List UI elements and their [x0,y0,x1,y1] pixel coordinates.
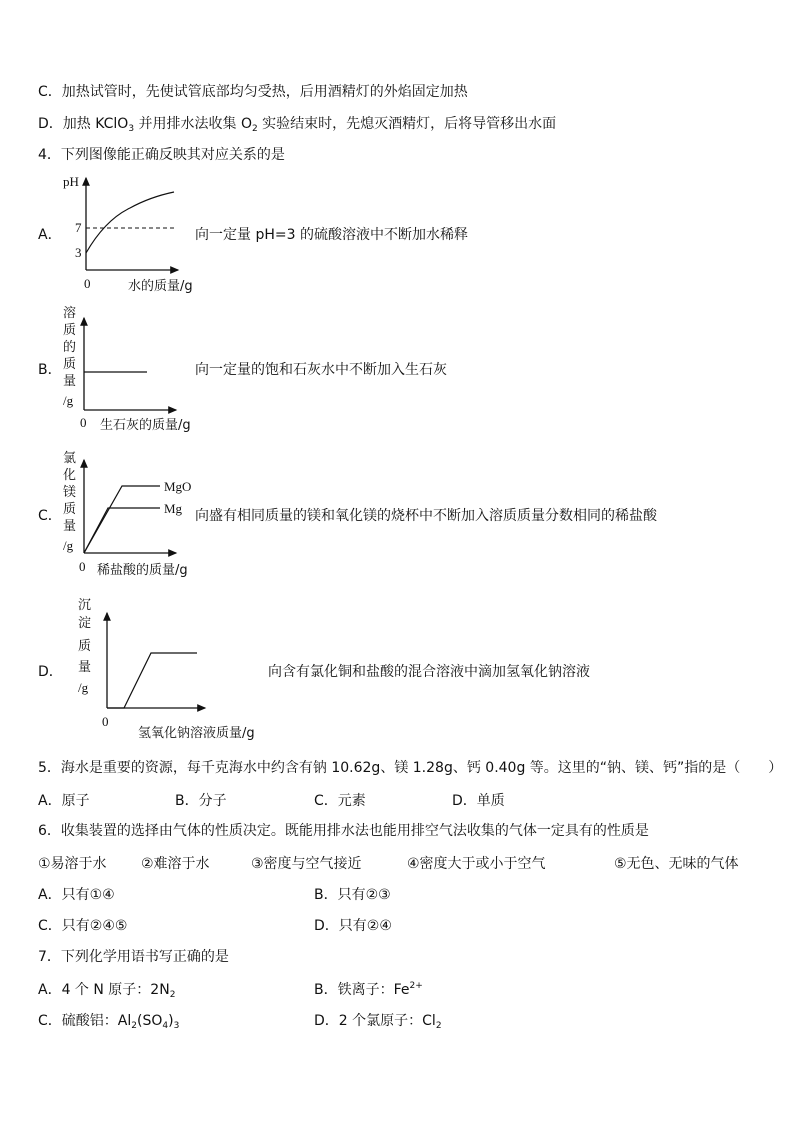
graph-b-xlabel: 生石灰的质量/g [100,418,191,433]
q4-option-a-label: A． [38,227,62,243]
graph-c-mgo-line [84,486,160,553]
graph-c-ylabel-2: 化 [63,468,77,483]
q7-option-c: C．硫酸铝：$Al_2(SO_4)_3$ [38,1013,180,1031]
graph-d-xlabel: 氢氧化钠溶液质量/g [138,726,255,741]
q4-option-b-desc: 向一定量的饱和石灰水中不断加入生石灰 [195,362,447,378]
graph-c-ylabel-1: 氯 [63,451,77,466]
q4-option-c-label: C． [38,508,62,524]
q3-option-c: C．加热试管时，先使试管底部均匀受热，后用酒精灯的外焰固定加热 [38,84,468,100]
graph-a-origin: 0 [84,276,91,291]
q7-option-b: B．铁离子：$Fe^{2+}$ [314,981,423,998]
q6-property-4: ④密度大于或小于空气 [407,856,546,872]
graph-c-origin: 0 [79,559,86,574]
q6-property-5: ⑤无色、无味的气体 [614,856,739,872]
graph-c [63,451,191,578]
graph-d-ylabel-3: 质 [78,639,92,654]
graph-b-ylabel-4: 质 [63,357,77,372]
q5-stem: 5．海水是重要的资源，每千克海水中约含有钠 10.62g、镁 1.28g、钙 0.40g 等。这里的“钠、镁、钙”指的是（ ） [38,760,783,776]
graph-d-origin: 0 [102,714,109,729]
graph-d-ylabel-1: 沉 [78,598,92,613]
graph-b-ylabel-1: 溶 [63,306,77,321]
graph-b [63,305,191,433]
q4-option-d-label: D． [38,664,63,680]
q5-option-b: B．分子 [175,793,227,809]
graph-d [78,598,255,741]
q6-property-3: ③密度与空气接近 [251,856,362,872]
graph-c-line-label-mg: Mg [164,501,183,516]
q4-option-b-label: B． [38,362,62,378]
q4-stem: 4．下列图像能正确反映其对应关系的是 [38,147,285,163]
q6-property-2: ②难溶于水 [141,856,210,872]
graph-b-ylabel-5: 量 [63,374,77,389]
q3-option-d: D．加热 KClO$_3$ 并用排水法收集 $O_2$ 实验结束时，先熄灭酒精灯，后将导管移出水面 [38,116,557,134]
graph-a-tick-3: 3 [75,245,82,260]
q4-option-d-desc: 向含有氯化铜和盐酸的混合溶液中滴加氢氧化钠溶液 [268,664,590,680]
graph-d-ylabel-4: 量 [78,660,92,675]
graph-b-ylabel-2: 质 [63,323,77,338]
q7-stem: 7．下列化学用语书写正确的是 [38,949,229,965]
q5-option-a: A．原子 [38,793,90,809]
graph-a-tick-7: 7 [75,220,82,235]
graph-b-origin: 0 [80,415,87,430]
q6-property-1: ①易溶于水 [38,856,107,872]
graph-c-ylabel-5: 量 [63,519,77,534]
q7-option-a: A．4 个 N 原子：$2N_2$ [38,982,176,1000]
graph-c-mg-line [84,508,160,553]
graph-c-ylabel-6: /g [63,538,74,553]
graph-a-curve [86,192,174,253]
graph-d-line [107,653,197,708]
graph-a-xlabel: 水的质量/g [128,279,193,294]
q6-option-b: B．只有②③ [314,887,391,903]
q5-option-d: D．单质 [452,793,505,809]
graph-d-ylabel-2: 淀 [78,616,92,631]
q6-stem: 6．收集装置的选择由气体的性质决定。既能用排水法也能用排空气法收集的气体一定具有的性质是 [38,823,649,839]
q7-option-d: D．2 个氯原子：$Cl_2$ [314,1013,442,1031]
graph-d-ylabel-5: /g [78,680,89,695]
q6-option-d: D．只有②④ [314,918,392,934]
q5-option-c: C．元素 [314,793,366,809]
q4-option-c-desc: 向盛有相同质量的镁和氧化镁的烧杯中不断加入溶质质量分数相同的稀盐酸 [195,508,657,524]
q4-option-a-desc: 向一定量 pH=3 的硫酸溶液中不断加水稀释 [195,227,468,243]
graph-c-ylabel-3: 镁 [63,485,77,500]
graph-c-ylabel-4: 质 [63,502,77,517]
graph-c-line-label-mgo: MgO [164,479,192,494]
graph-a-ylabel: pH [63,174,79,189]
graph-b-ylabel-6: /g [63,393,74,408]
q6-option-c: C．只有②④⑤ [38,918,128,934]
graph-c-xlabel: 稀盐酸的质量/g [97,563,188,578]
graph-b-ylabel-3: 的 [63,340,77,355]
graph-a [63,174,193,294]
q6-option-a: A．只有①④ [38,887,115,903]
